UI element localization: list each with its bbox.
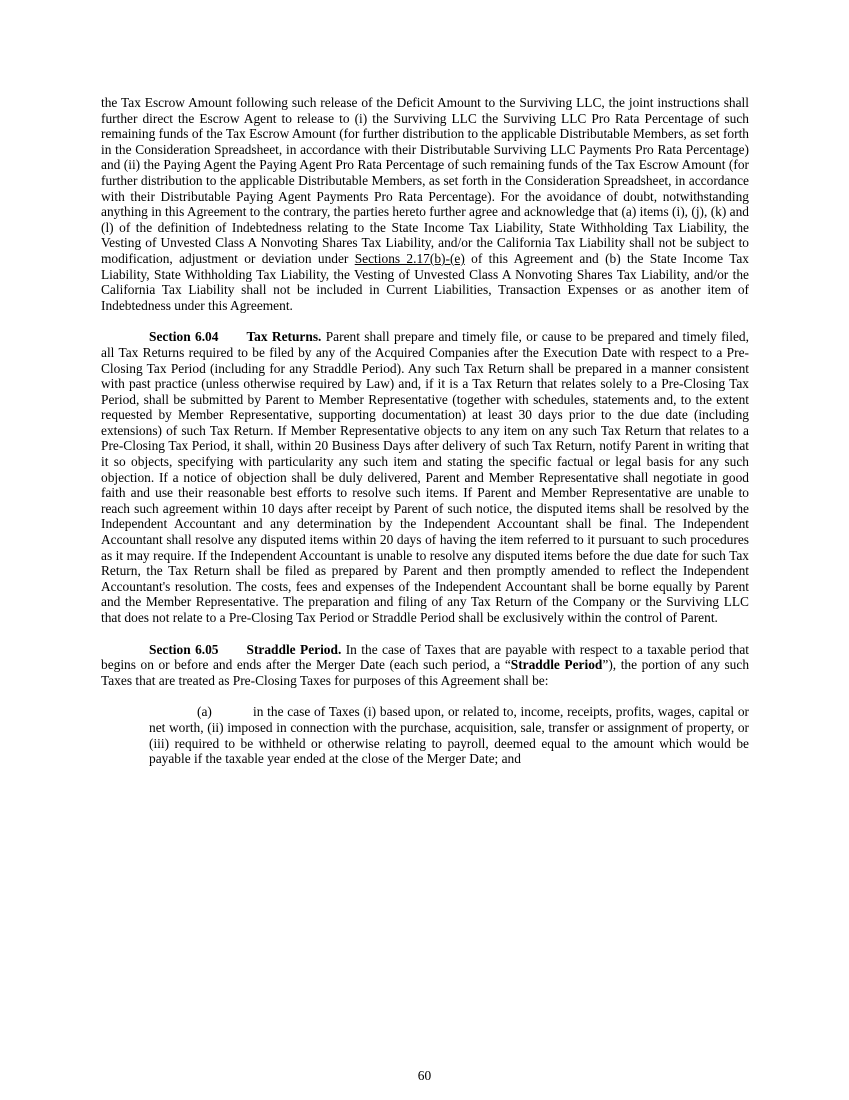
clause-a-text: in the case of Taxes (i) based upon, or related to, income, receipts, profits, wages, capital or net worth, (ii) imposed in connection with the purchase, acquisition, sale, transfer or assignment of property, or (iii) required to be withheld or otherwise relating to payroll, deemed equal to the amount which would be payable if the taxable year ended at the close of the Merger Date; and	[149, 704, 749, 767]
section-6-05-number: Section 6.05	[149, 641, 219, 657]
document-page	[101, 95, 749, 783]
section-6-05-body-start: In the case of Taxes that are payable with respect to a taxable period that begins on or before and ends after the Merger Date (each such period, a “	[101, 641, 750, 673]
sections-cross-reference: Sections 2.17(b)-(e)	[354, 250, 465, 266]
section-6-05-title: Straddle Period.	[246, 641, 342, 657]
continuation-text-start: the Tax Escrow Amount following such release of the Deficit Amount to the Surviving LLC, the joint instructions shall further direct the Escrow Agent to release to (i) the Surviving LLC the Surviving LLC Pro Rata Percentage of such remaining funds of the Tax Escrow Amount (for further distribution to the applicable Distributable Members, as set forth in the Consideration Spreadsheet, in accordance with their Distributable Surviving LLC Payments Pro Rata Percentage) and (ii) the Paying Agent the Paying Agent Pro Rata Percentage of such remaining funds of the Tax Escrow Amount (for further distribution to the applicable Distributable Members, as set forth in the Consideration Spreadsheet, in accordance with their Distributable Paying Agent Payments Pro Rata Percentage). For the avoidance of doubt, notwithstanding anything in this Agreement to the contrary, the parties hereto further agree and acknowledge that (a) items (i), (j), (k) and (l) of the definition of Indebtedness relating to the State Income Tax Liability, State Withholding Tax Liability, the Vesting of Unvested Class A Nonvoting Shares Tax Liability, and/or the California Tax Liability shall not be subject to modification, adjustment or deviation under	[101, 95, 749, 266]
section-6-05-body-end: ”), the portion of any such Taxes that are treated as Pre-Closing Taxes for purposes of this Agreement shall be:	[101, 657, 750, 688]
straddle-period-defined-term: Straddle Period	[510, 657, 603, 673]
clause-a-label: (a)	[197, 704, 212, 720]
section-6-05-paragraph	[101, 642, 749, 689]
continuation-text-end: of this Agreement and (b) the State Income Tax Liability, State Withholding Tax Liability, the Vesting of Unvested Class A Nonvoting Shares Tax Liability, and/or the California Tax Liability shall not be included in Current Liabilities, Transaction Expenses or as another item of Indebtedness under this Agreement.	[101, 250, 749, 313]
section-6-04-number: Section 6.04	[149, 329, 219, 345]
continuation-paragraph	[101, 95, 749, 313]
clause-a-paragraph	[149, 704, 749, 766]
section-6-04-paragraph	[101, 329, 749, 625]
page-number: 60	[417, 1068, 432, 1083]
section-6-04-body: Parent shall prepare and timely file, or cause to be prepared and timely filed, all Tax Returns required to be filed by any of the Acquired Companies after the Execution Date with respect to a Pre-Closing Tax Period (including for any Straddle Period). Any such Tax Return shall be prepared in a manner consistent with past practice (unless otherwise required by Law) and, if it is a Tax Return that relates solely to a Pre-Closing Tax Period, shall be submitted by Parent to Member Representative (together with schedules, statements and, to the extent requested by Member Representative, supporting documentation) at least 30 days prior to the due date (including extensions) of such Tax Return. If Member Representative objects to any item on any such Tax Return that relates to a Pre-Closing Tax Period, it shall, within 20 Business Days after delivery of such Tax Return, notify Parent in writing that it so objects, specifying with particularity any such item and stating the specific factual or legal basis for any such objection. If a notice of objection shall be duly delivered, Parent and Member Representative shall negotiate in good faith and use their reasonable best efforts to resolve such items. If Parent and Member Representative are unable to reach such agreement within 10 days after receipt by Parent of such notice, the disputed items shall be resolved by the Independent Accountant and any determination by the Independent Accountant shall be final. The Independent Accountant shall resolve any disputed items within 20 days of having the item referred to it pursuant to such procedures as it may require. If the Independent Accountant is unable to resolve any disputed items before the due date for such Tax Return, the Tax Return shall be filed as prepared by Parent and then promptly amended to reflect the Independent Accountant's resolution. The costs, fees and expenses of the Independent Accountant shall be borne equally by Parent and the Member Representative. The preparation and filing of any Tax Return of the Company or the Surviving LLC that does not relate to a Pre-Closing Tax Period or Straddle Period shall be exclusively within the control of Parent.	[101, 329, 749, 625]
section-6-04-title: Tax Returns.	[246, 329, 322, 345]
